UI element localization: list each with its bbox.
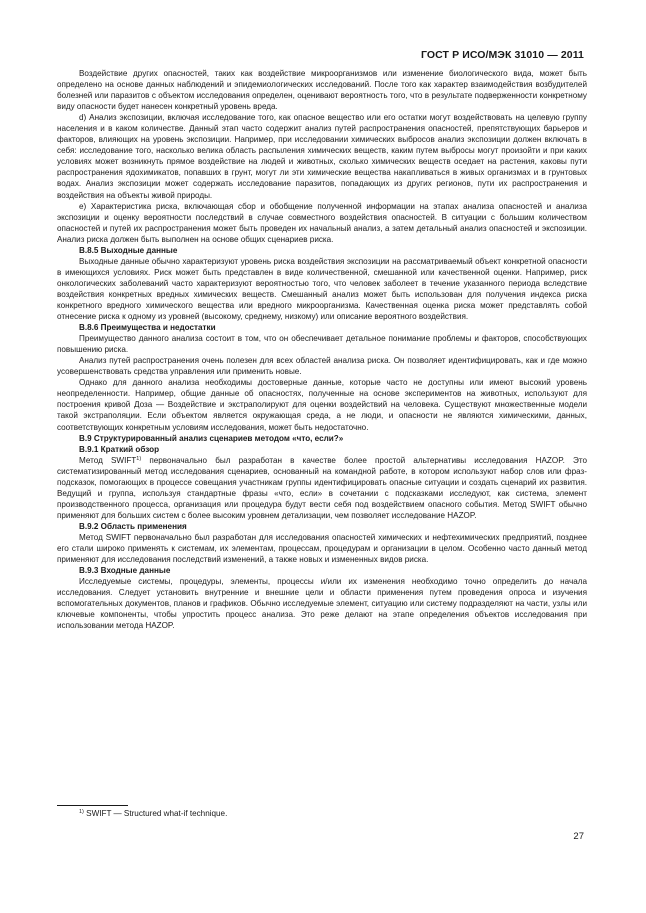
paragraph-text: первоначально был разработан в качестве более простой альтернативы исследования HAZOP. Это систематизированный метод исследования сценариев, основанный на командной работе, в котором используют набор слов или фраз-подсказок, помогающих в процессе совещания участникам группы идентифицировать опасные ситуации и создать сценарий их развития. Ведущий и группа, используя стандартные фразы «что, если» в сочетании с подсказками исследуют, как система, элемент производственного процесса, организация или процедура будут вести себя под воздействием опасного события. Метод SWIFT обычно применяют для больших систем с более высоким уровнем детализации, чем позволяет исследование HAZOP. — [57, 455, 587, 520]
document-body — [57, 68, 587, 631]
section-heading: В.8.6 Преимущества и недостатки — [79, 323, 216, 333]
paragraph: d) Анализ экспозиции, включая исследование того, как опасное вещество или его остатки могут воздействовать на целевую группу населения и в каком количестве. Данный этап часто содержит анализ путей распространения опасностей, препятствующих барьеров и факторов, влияющих на уровень экспозиции. Например, при исследовании химических выбросов анализ экспозиции должен включать в себя: исследование того, насколько велика область распыления химических веществ, каким путем выбросы могут произойти и при каких условиях может возникнуть прямое воздействие на людей и животных, сколько химических веществ оседает на растения, каковы пути распространения ядохимикатов, попавших в грунт, могут ли эти химические вещества накапливаться в живых организмах и в грунтовых водах. Анализ экспозиции может содержать исследование паразитов, попадающих из других регионов, пути их распространения и воздействия на объекты живой природы. — [57, 113, 587, 200]
paragraph: e) Характеристика риска, включающая сбор и обобщение полученной информации на этапах анализа опасностей и анализа экспозиции и оценку вероятности последствий в случае совместного воздействия опасностей. В ситуации с большим количеством опасностей и путей их распространения может быть проведен их начальный анализ, а затем детальный анализ опасностей и экспозиции. Анализ риска должен быть выполнен на основе общих сценариев риска. — [57, 201, 587, 244]
section-heading: В.9.1 Краткий обзор — [79, 444, 160, 454]
section-heading: В.9.3 Входные данные — [79, 566, 171, 576]
paragraph: Воздействие других опасностей, таких как воздействие микроорганизмов или изменение биологического вида, может быть определено на основе данных наблюдений и эпидемиологических исследований. После того как характер взаимодействия возбудителей болезней или паразитов с объектом исследования определен, оценивают вероятность того, что в результате подверженности конкретному виду опасности будет нанесен конкретный уровень вреда. — [57, 69, 587, 112]
page-header: ГОСТ Р ИСО/МЭК 31010 — 2011 — [420, 49, 584, 61]
section-heading: В.8.5 Выходные данные — [79, 245, 178, 255]
paragraph: Анализ путей распространения очень полезен для всех областей анализа риска. Он позволяет идентифицировать, как и где можно усовершенствовать средства управления или применить новые. — [57, 356, 587, 377]
paragraph: Преимущество данного анализа состоит в том, что он обеспечивает детальное понимание проблемы и факторов, способствующих повышению риска. — [57, 334, 587, 355]
paragraph: Однако для данного анализа необходимы достоверные данные, которые часто не доступны или имеют высокий уровень неопределенности. Например, общие данные об опасностях, полученные на основе экспериментов на животных, используют для построения кривой Доза — Воздействие и экстраполируют для оценки воздействий на человека. Существуют множественные модели такой экстраполяции. Если объектом является окружающая среда, а не люди, и опасности не являются химическими, данных, соответствующих конкретным условиям исследования, может быть недостаточно. — [57, 378, 587, 432]
section-heading: В.9 Структурированный анализ сценариев методом «что, если?» — [79, 433, 344, 443]
footnote — [79, 809, 227, 818]
page-number: 27 — [573, 831, 584, 842]
footnote-text: SWIFT — Structured what-if technique. — [83, 809, 228, 818]
footnote-reference: 1) — [136, 455, 142, 462]
footnote-marker: 1) — [79, 809, 84, 815]
section-heading: В.9.2 Область применения — [79, 521, 187, 531]
paragraph: Метод SWIFT первоначально был разработан для исследования опасностей химических и нефтехимических предприятий, позднее его стали широко применять к системам, их элементам, процессам, процедурам и организации в целом. Особенно часто данный метод применяют для исследования последствий изменений, а также новых и измененных видов риска. — [57, 532, 587, 565]
paragraph: Исследуемые системы, процедуры, элементы, процессы и/или их изменения необходимо точно определить до начала исследования. Следует установить внутренние и внешние цели и области применения путем проведения опроса и изучения вспомогательных документов, планов и графиков. Обычно исследуемые элемент, ситуацию или систему подразделяют на части, узлы или ключевые компоненты, чтобы упростить процесс анализа. Это реже делают на этапе определения объектов исследования при использовании метода HAZOP. — [57, 577, 587, 631]
paragraph — [57, 455, 587, 521]
paragraph-text: Метод SWIFT — [79, 455, 137, 465]
paragraph: Выходные данные обычно характеризуют уровень риска воздействия экспозиции на рассматриваемый объект конкретной опасности в имеющихся условиях. Риск может быть представлен в виде количественной, смешанной или качественной оценки. Например, риск онкологических заболеваний часто характеризуют вероятностью того, что человек заболеет в течение указанного периода вследствие воздействия конкретных вредных химических веществ. Смешанный анализ может быть использован для получения индекса риска конкретного вредного химического вещества или вредного микроорганизма. Качественная оценка риска может представлять собой отнесение риска к одному из уровней (высокому, среднему, низкому) или описание вероятного воздействия. — [57, 256, 587, 322]
footnote-divider — [57, 805, 128, 806]
